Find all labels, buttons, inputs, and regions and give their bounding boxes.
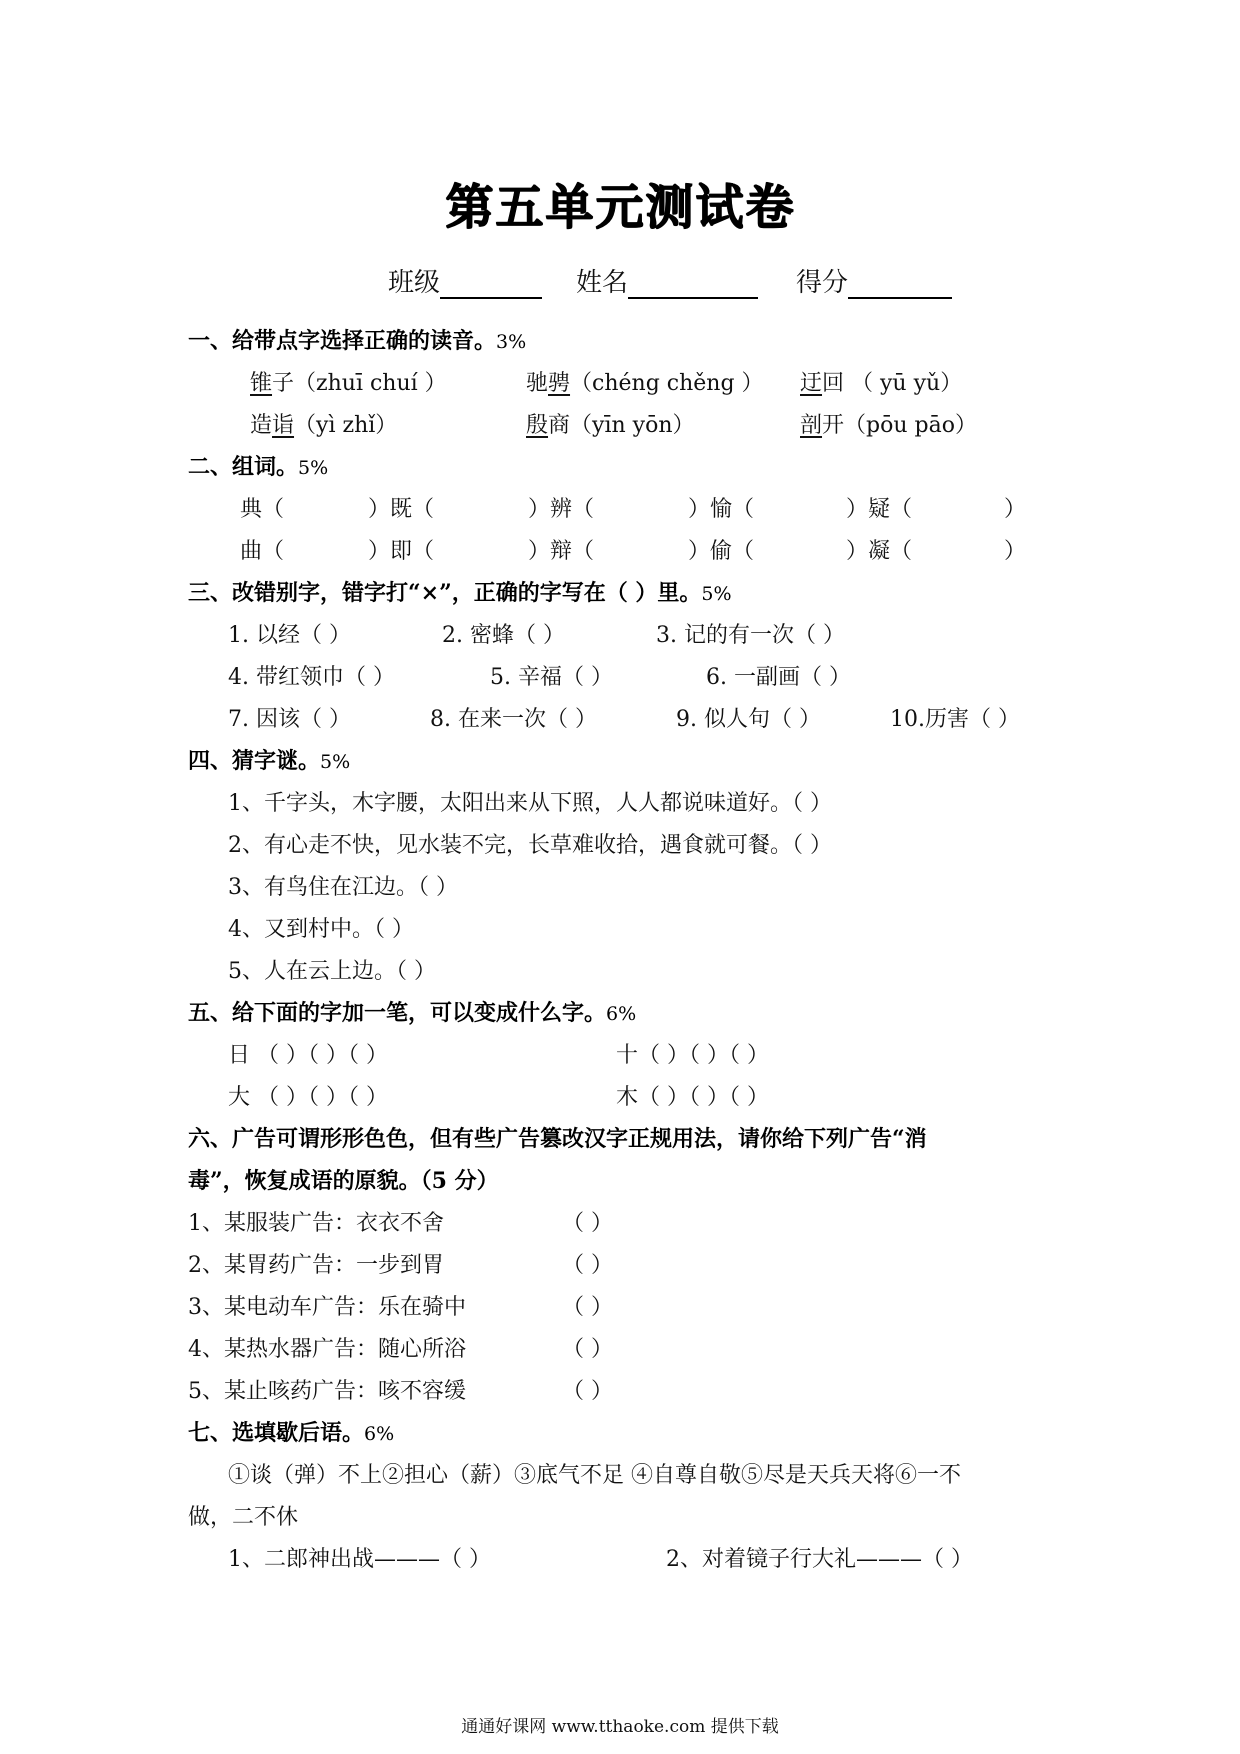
class-label: 班级 bbox=[388, 268, 441, 298]
score-blank bbox=[848, 269, 952, 299]
q3-item: 2. 密蜂（ ） bbox=[442, 623, 565, 648]
q2-cell: ）凝（ bbox=[846, 539, 913, 564]
ad-item-answer: （ ） bbox=[562, 1211, 613, 1236]
q3-item: 5. 辛福（ ） bbox=[490, 665, 613, 690]
riddle-item: 4、又到村中。（ ） bbox=[228, 917, 414, 942]
q5-item: 大 （ ）（ ）（ ） bbox=[228, 1085, 388, 1110]
score-field bbox=[796, 262, 952, 299]
q1-item: 殷商（yīn yōn） bbox=[526, 413, 695, 438]
score-label: 得分 bbox=[796, 268, 849, 298]
q1-item: 驰骋（chéng chěng ） bbox=[526, 371, 764, 396]
q2-cell: ）偷（ bbox=[688, 539, 755, 564]
riddle-item: 1、千字头，木字腰，太阳出来从下照，人人都说味道好。（ ） bbox=[228, 791, 832, 816]
ad-item-answer: （ ） bbox=[562, 1337, 613, 1362]
q7-options-cont: 做，二不休 bbox=[188, 1505, 299, 1530]
q2-cell: ） bbox=[1004, 539, 1027, 564]
riddle-item: 5、人在云上边。（ ） bbox=[228, 959, 436, 984]
q4-heading: 四、猜字谜。5% bbox=[188, 748, 351, 774]
q7-item: 1、二郎神出战———（ ） bbox=[228, 1547, 491, 1572]
name-field bbox=[576, 262, 758, 299]
footer-text: 通通好课网 www.tthaoke.com 提供下载 bbox=[461, 1717, 779, 1737]
class-field bbox=[388, 262, 542, 299]
q3-item: 4. 带红领巾（ ） bbox=[228, 665, 395, 690]
q1-item: 剖开（pōu pāo） bbox=[800, 413, 977, 438]
class-blank bbox=[440, 269, 542, 299]
q3-item: 1. 以经（ ） bbox=[228, 623, 351, 648]
ad-item-text: 1、某服装广告：衣衣不舍 bbox=[188, 1211, 444, 1236]
q1-item: 迂回 （ yū yǔ） bbox=[800, 371, 963, 396]
q5-item: 十（ ）（ ）（ ） bbox=[616, 1043, 769, 1068]
ad-item-answer: （ ） bbox=[562, 1379, 613, 1404]
q2-cell: ）辨（ bbox=[528, 497, 595, 522]
q2-cell: ）即（ bbox=[368, 539, 435, 564]
q3-item: 7. 因该（ ） bbox=[228, 707, 351, 732]
q2-cell: 典（ bbox=[240, 497, 285, 522]
riddle-item: 3、有鸟住在江边。（ ） bbox=[228, 875, 458, 900]
q7-item: 2、对着镜子行大礼———（ ） bbox=[666, 1547, 973, 1572]
q2-heading: 二、组词。5% bbox=[188, 454, 329, 480]
ad-item-answer: （ ） bbox=[562, 1295, 613, 1320]
q3-item: 3. 记的有一次（ ） bbox=[656, 623, 845, 648]
ad-item-answer: （ ） bbox=[562, 1253, 613, 1278]
q1-heading: 一、给带点字选择正确的读音。3% bbox=[188, 328, 527, 354]
q6-heading-cont: 毒”，恢复成语的原貌。（5 分） bbox=[188, 1168, 499, 1194]
q2-cell: ）愉（ bbox=[688, 497, 755, 522]
q3-item: 9. 似人句（ ） bbox=[676, 707, 821, 732]
q2-cell: ）既（ bbox=[368, 497, 435, 522]
riddle-item: 2、有心走不快，见水装不完，长草难收拾，遇食就可餐。（ ） bbox=[228, 833, 832, 858]
q5-heading: 五、给下面的字加一笔，可以变成什么字。6% bbox=[188, 1000, 637, 1026]
ad-item-text: 4、某热水器广告：随心所浴 bbox=[188, 1337, 466, 1362]
q7-options: ①谈（弹）不上②担心（薪）③底气不足 ④自尊自敬⑤尽是天兵天将⑥一不 bbox=[228, 1463, 961, 1488]
q7-heading: 七、选填歇后语。6% bbox=[188, 1420, 395, 1446]
q2-cell: 曲（ bbox=[240, 539, 285, 564]
q1-item: 锥子（zhuī chuí ） bbox=[250, 371, 447, 396]
q6-heading: 六、广告可谓形形色色，但有些广告篡改汉字正规用法，请你给下列广告“消 bbox=[188, 1126, 927, 1152]
q5-item: 木（ ）（ ）（ ） bbox=[616, 1085, 769, 1110]
q3-item: 10.历害（ ） bbox=[890, 707, 1020, 732]
q5-item: 日 （ ）（ ）（ ） bbox=[228, 1043, 388, 1068]
ad-item-text: 5、某止咳药广告：咳不容缓 bbox=[188, 1379, 466, 1404]
name-label: 姓名 bbox=[576, 268, 629, 298]
q2-cell: ）疑（ bbox=[846, 497, 913, 522]
q2-cell: ） bbox=[1004, 497, 1027, 522]
name-blank bbox=[628, 269, 758, 299]
ad-item-text: 3、某电动车广告：乐在骑中 bbox=[188, 1295, 466, 1320]
q3-item: 6. 一副画（ ） bbox=[706, 665, 851, 690]
q3-heading: 三、改错别字，错字打“×”，正确的字写在（ ）里。5% bbox=[188, 580, 732, 606]
q3-item: 8. 在来一次（ ） bbox=[430, 707, 597, 732]
q2-cell: ）辩（ bbox=[528, 539, 595, 564]
ad-item-text: 2、某胃药广告：一步到胃 bbox=[188, 1253, 444, 1278]
q1-item: 造诣（yì zhǐ） bbox=[250, 413, 398, 438]
page-title: 第五单元测试卷 bbox=[444, 179, 795, 235]
